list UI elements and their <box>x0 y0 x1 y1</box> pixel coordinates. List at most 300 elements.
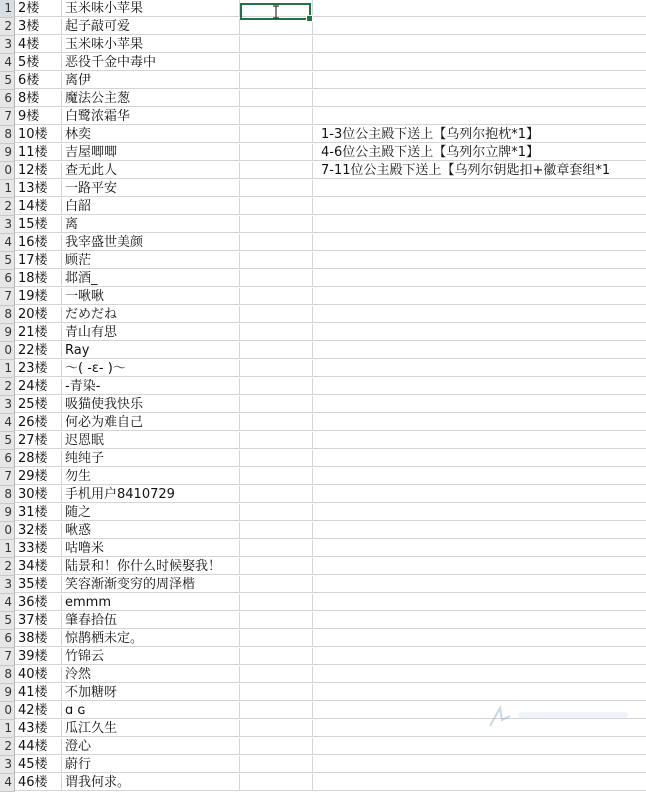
row-header[interactable] <box>0 666 15 684</box>
row-header[interactable] <box>0 216 15 234</box>
empty-cell[interactable] <box>240 378 313 395</box>
empty-cell[interactable] <box>240 648 313 665</box>
empty-cell[interactable] <box>240 594 313 611</box>
name-cell[interactable]: 不加糖呀 <box>62 684 240 701</box>
row-number: 4 <box>4 235 12 249</box>
note-cell[interactable]: 1-3位公主殿下送上【乌列尔抱枕*1】 <box>313 126 646 143</box>
empty-cell[interactable] <box>240 432 313 449</box>
table-row <box>0 0 646 18</box>
name-cell[interactable]: 白鹭浓霜华 <box>62 108 240 125</box>
empty-cell[interactable] <box>240 540 313 557</box>
row-number: 8 <box>4 307 12 321</box>
table-row <box>0 252 646 270</box>
name-cell[interactable]: 惊鹊栖未定。 <box>62 630 240 647</box>
row-number: 4 <box>4 775 12 789</box>
name-cell[interactable]: 林奕 <box>62 126 240 143</box>
floor-cell[interactable]: 32楼 <box>15 522 62 539</box>
note-cell[interactable] <box>313 324 646 341</box>
empty-cell[interactable] <box>240 396 313 413</box>
row-number: 8 <box>4 127 12 141</box>
row-header[interactable] <box>0 288 15 306</box>
floor-cell[interactable]: 29楼 <box>15 468 62 485</box>
empty-cell[interactable] <box>240 36 313 53</box>
floor-cell[interactable]: 23楼 <box>15 360 62 377</box>
row-number: 2 <box>4 739 12 753</box>
floor-cell[interactable]: 12楼 <box>15 162 62 179</box>
row-header[interactable] <box>0 630 15 648</box>
note-cell[interactable] <box>313 594 646 611</box>
floor-cell[interactable]: 3楼 <box>15 18 62 35</box>
table-row <box>0 756 646 774</box>
floor-cell[interactable]: 22楼 <box>15 342 62 359</box>
table-row <box>0 18 646 36</box>
name-cell[interactable]: 查无此人 <box>62 162 240 179</box>
floor-cell[interactable]: 36楼 <box>15 594 62 611</box>
table-row <box>0 126 646 144</box>
row-header[interactable] <box>0 180 15 198</box>
table-row <box>0 684 646 702</box>
note-cell[interactable] <box>313 558 646 575</box>
table-row <box>0 270 646 288</box>
row-header[interactable] <box>0 540 15 558</box>
table-row <box>0 396 646 414</box>
row-number: 1 <box>4 181 12 195</box>
name-cell[interactable]: -青染- <box>62 378 240 395</box>
row-header[interactable] <box>0 360 15 378</box>
name-cell[interactable]: 一啾啾 <box>62 288 240 305</box>
note-cell[interactable] <box>313 414 646 431</box>
empty-cell[interactable] <box>240 198 313 215</box>
note-cell[interactable] <box>313 198 646 215</box>
table-row <box>0 432 646 450</box>
floor-cell[interactable]: 6楼 <box>15 72 62 89</box>
row-number: 8 <box>4 667 12 681</box>
empty-cell[interactable] <box>240 504 313 521</box>
row-header[interactable] <box>0 432 15 450</box>
empty-cell[interactable] <box>240 90 313 107</box>
row-header[interactable] <box>0 486 15 504</box>
name-cell[interactable]: 随之 <box>62 504 240 521</box>
empty-cell[interactable] <box>240 162 313 179</box>
row-header[interactable] <box>0 504 15 522</box>
floor-cell[interactable]: 15楼 <box>15 216 62 233</box>
name-cell[interactable]: 手机用户8410729 <box>62 486 240 503</box>
row-number: 6 <box>4 451 12 465</box>
name-cell[interactable]: 玉米味小苹果 <box>62 36 240 53</box>
empty-cell[interactable] <box>240 522 313 539</box>
note-cell[interactable] <box>313 0 646 17</box>
table-row <box>0 288 646 306</box>
floor-cell[interactable]: 16楼 <box>15 234 62 251</box>
row-header[interactable] <box>0 612 15 630</box>
note-cell[interactable] <box>313 216 646 233</box>
row-number: 3 <box>4 217 12 231</box>
note-cell[interactable] <box>313 36 646 53</box>
table-row <box>0 54 646 72</box>
note-cell[interactable] <box>313 612 646 629</box>
floor-cell[interactable]: 28楼 <box>15 450 62 467</box>
note-cell[interactable]: 4-6位公主殿下送上【乌列尔立牌*1】 <box>313 144 646 161</box>
row-number: 9 <box>4 505 12 519</box>
name-cell[interactable]: 顾茫 <box>62 252 240 269</box>
floor-cell[interactable]: 18楼 <box>15 270 62 287</box>
name-cell[interactable]: 啾惑 <box>62 522 240 539</box>
table-row <box>0 468 646 486</box>
floor-cell[interactable]: 38楼 <box>15 630 62 647</box>
name-cell[interactable]: 泠然 <box>62 666 240 683</box>
note-cell[interactable] <box>313 396 646 413</box>
name-cell[interactable]: 谓我何求。 <box>62 774 240 791</box>
row-header[interactable] <box>0 684 15 702</box>
row-number: 6 <box>4 91 12 105</box>
row-number: 5 <box>4 433 12 447</box>
row-header[interactable] <box>0 270 15 288</box>
empty-cell[interactable] <box>240 216 313 233</box>
name-cell[interactable]: 青山有思 <box>62 324 240 341</box>
empty-cell[interactable] <box>240 486 313 503</box>
empty-cell[interactable] <box>240 18 313 35</box>
note-cell[interactable]: 7-11位公主殿下送上【乌列尔钥匙扣+徽章套组*1 <box>313 162 646 179</box>
row-number: 2 <box>4 199 12 213</box>
empty-cell[interactable] <box>240 72 313 89</box>
floor-cell[interactable]: 25楼 <box>15 396 62 413</box>
row-number: 1 <box>4 541 12 555</box>
floor-cell[interactable]: 34楼 <box>15 558 62 575</box>
row-number: 4 <box>4 595 12 609</box>
empty-cell[interactable] <box>240 468 313 485</box>
table-row <box>0 216 646 234</box>
name-cell[interactable]: ɑ ɢ <box>62 702 240 719</box>
name-cell[interactable]: 离 <box>62 216 240 233</box>
row-number: 3 <box>4 757 12 771</box>
name-cell[interactable]: 吸猫使我快乐 <box>62 396 240 413</box>
name-cell[interactable]: 竹锦云 <box>62 648 240 665</box>
empty-cell[interactable] <box>240 414 313 431</box>
note-cell[interactable] <box>313 234 646 251</box>
note-cell[interactable] <box>313 306 646 323</box>
note-cell[interactable] <box>313 522 646 539</box>
row-number: 6 <box>4 271 12 285</box>
row-number: 3 <box>4 397 12 411</box>
note-cell[interactable] <box>313 450 646 467</box>
name-cell[interactable]: 起子敲可爱 <box>62 18 240 35</box>
table-row <box>0 360 646 378</box>
row-header[interactable] <box>0 594 15 612</box>
empty-cell[interactable] <box>240 252 313 269</box>
note-cell[interactable] <box>313 72 646 89</box>
note-cell[interactable] <box>313 342 646 359</box>
note-cell[interactable] <box>313 432 646 449</box>
row-header[interactable] <box>0 774 15 792</box>
note-cell[interactable] <box>313 738 646 755</box>
floor-cell[interactable]: 14楼 <box>15 198 62 215</box>
name-cell[interactable]: 纯纯子 <box>62 450 240 467</box>
note-cell[interactable] <box>313 684 646 701</box>
note-cell[interactable] <box>313 630 646 647</box>
row-number: 9 <box>4 145 12 159</box>
note-cell[interactable] <box>313 90 646 107</box>
table-row <box>0 342 646 360</box>
empty-cell[interactable] <box>240 180 313 197</box>
floor-cell[interactable]: 4楼 <box>15 36 62 53</box>
row-number: 7 <box>4 289 12 303</box>
floor-cell[interactable]: 40楼 <box>15 666 62 683</box>
floor-cell[interactable]: 24楼 <box>15 378 62 395</box>
note-cell[interactable] <box>313 648 646 665</box>
row-header[interactable] <box>0 126 15 144</box>
name-cell[interactable]: Ray <box>62 342 240 359</box>
floor-cell[interactable]: 5楼 <box>15 54 62 71</box>
row-header[interactable] <box>0 0 15 18</box>
floor-cell[interactable]: 37楼 <box>15 612 62 629</box>
row-number: 7 <box>4 469 12 483</box>
table-row <box>0 666 646 684</box>
empty-cell[interactable] <box>240 738 313 755</box>
floor-cell[interactable]: 27楼 <box>15 432 62 449</box>
empty-cell[interactable] <box>240 576 313 593</box>
name-cell[interactable]: 一路平安 <box>62 180 240 197</box>
row-header[interactable] <box>0 198 15 216</box>
empty-cell[interactable] <box>240 342 313 359</box>
name-cell[interactable]: 笑容渐渐变穷的周泽楷 <box>62 576 240 593</box>
floor-cell[interactable]: 46楼 <box>15 774 62 791</box>
row-header[interactable] <box>0 378 15 396</box>
floor-cell[interactable]: 44楼 <box>15 738 62 755</box>
empty-cell[interactable] <box>240 702 313 719</box>
row-number: 5 <box>4 73 12 87</box>
empty-cell[interactable] <box>240 774 313 791</box>
empty-cell[interactable] <box>240 108 313 125</box>
name-cell[interactable]: 玉米味小苹果 <box>62 0 240 17</box>
name-cell[interactable]: 恶役千金中毒中 <box>62 54 240 71</box>
empty-cell[interactable] <box>240 450 313 467</box>
table-row <box>0 234 646 252</box>
floor-cell[interactable]: 13楼 <box>15 180 62 197</box>
note-cell[interactable] <box>313 504 646 521</box>
row-header[interactable] <box>0 144 15 162</box>
empty-cell[interactable] <box>240 612 313 629</box>
empty-cell[interactable] <box>240 360 313 377</box>
row-header[interactable] <box>0 756 15 774</box>
row-header[interactable] <box>0 342 15 360</box>
note-cell[interactable] <box>313 180 646 197</box>
table-row <box>0 180 646 198</box>
row-header[interactable] <box>0 468 15 486</box>
row-header[interactable] <box>0 252 15 270</box>
floor-cell[interactable]: 10楼 <box>15 126 62 143</box>
empty-cell[interactable] <box>240 324 313 341</box>
table-row <box>0 612 646 630</box>
name-cell[interactable]: 吉屋唧唧 <box>62 144 240 161</box>
note-cell[interactable] <box>313 774 646 791</box>
table-row <box>0 630 646 648</box>
table-row <box>0 144 646 162</box>
floor-cell[interactable]: 21楼 <box>15 324 62 341</box>
empty-cell[interactable] <box>240 306 313 323</box>
floor-cell[interactable]: 26楼 <box>15 414 62 431</box>
row-header[interactable] <box>0 720 15 738</box>
row-header[interactable] <box>0 738 15 756</box>
table-row <box>0 36 646 54</box>
row-number: 4 <box>4 415 12 429</box>
row-number: 1 <box>4 361 12 375</box>
note-cell[interactable] <box>313 756 646 773</box>
row-header[interactable] <box>0 648 15 666</box>
row-header[interactable] <box>0 576 15 594</box>
row-header[interactable] <box>0 234 15 252</box>
row-number: 3 <box>4 37 12 51</box>
table-row <box>0 774 646 792</box>
empty-cell[interactable] <box>240 756 313 773</box>
name-cell[interactable]: 邶酒_ <box>62 270 240 287</box>
row-number: 5 <box>4 613 12 627</box>
note-cell[interactable] <box>313 108 646 125</box>
empty-cell[interactable] <box>240 666 313 683</box>
empty-cell[interactable] <box>240 720 313 737</box>
row-header[interactable] <box>0 324 15 342</box>
note-cell[interactable] <box>313 666 646 683</box>
table-row <box>0 162 646 180</box>
name-cell[interactable]: 我宰盛世美颜 <box>62 234 240 251</box>
floor-cell[interactable]: 41楼 <box>15 684 62 701</box>
empty-cell[interactable] <box>240 126 313 143</box>
name-cell[interactable]: だめだね <box>62 306 240 323</box>
table-row <box>0 522 646 540</box>
row-header[interactable] <box>0 450 15 468</box>
row-number: 0 <box>4 343 12 357</box>
row-header[interactable] <box>0 54 15 72</box>
name-cell[interactable]: 〜( -ε- )〜 <box>62 360 240 377</box>
floor-cell[interactable]: 39楼 <box>15 648 62 665</box>
note-cell[interactable] <box>313 360 646 377</box>
row-number: 8 <box>4 487 12 501</box>
row-number: 7 <box>4 649 12 663</box>
name-cell[interactable]: 蔚行 <box>62 756 240 773</box>
row-number: 0 <box>4 703 12 717</box>
table-row <box>0 738 646 756</box>
table-row <box>0 594 646 612</box>
row-header[interactable] <box>0 162 15 180</box>
empty-cell[interactable] <box>240 288 313 305</box>
table-row <box>0 576 646 594</box>
row-header[interactable] <box>0 90 15 108</box>
empty-cell[interactable] <box>240 54 313 71</box>
row-number: 3 <box>4 577 12 591</box>
note-cell[interactable] <box>313 252 646 269</box>
note-cell[interactable] <box>313 54 646 71</box>
empty-cell[interactable] <box>240 558 313 575</box>
row-number: 7 <box>4 109 12 123</box>
floor-cell[interactable]: 35楼 <box>15 576 62 593</box>
name-cell[interactable]: 离伊 <box>62 72 240 89</box>
empty-cell[interactable] <box>240 144 313 161</box>
row-header[interactable] <box>0 702 15 720</box>
name-cell[interactable]: 勿生 <box>62 468 240 485</box>
row-number: 4 <box>4 55 12 69</box>
note-cell[interactable] <box>313 540 646 557</box>
note-cell[interactable] <box>313 18 646 35</box>
table-row <box>0 558 646 576</box>
floor-cell[interactable]: 11楼 <box>15 144 62 161</box>
table-row <box>0 486 646 504</box>
table-row <box>0 378 646 396</box>
name-cell[interactable]: 白韶 <box>62 198 240 215</box>
table-row <box>0 306 646 324</box>
floor-cell[interactable]: 30楼 <box>15 486 62 503</box>
floor-cell[interactable]: 31楼 <box>15 504 62 521</box>
row-number: 2 <box>4 19 12 33</box>
note-cell[interactable] <box>313 270 646 287</box>
floor-cell[interactable]: 19楼 <box>15 288 62 305</box>
floor-cell[interactable]: 42楼 <box>15 702 62 719</box>
table-row <box>0 450 646 468</box>
row-number: 9 <box>4 685 12 699</box>
name-cell[interactable]: emmm <box>62 594 240 611</box>
empty-cell[interactable] <box>240 684 313 701</box>
table-row <box>0 648 646 666</box>
row-number: 0 <box>4 523 12 537</box>
row-number: 2 <box>4 559 12 573</box>
row-header[interactable] <box>0 396 15 414</box>
watermark-icon <box>486 702 636 730</box>
row-header[interactable] <box>0 72 15 90</box>
name-cell[interactable]: 陆景和！你什么时候娶我！ <box>62 558 240 575</box>
floor-cell[interactable]: 9楼 <box>15 108 62 125</box>
row-header[interactable] <box>0 306 15 324</box>
floor-cell[interactable]: 8楼 <box>15 90 62 107</box>
name-cell[interactable]: 何必为难自己 <box>62 414 240 431</box>
note-cell[interactable] <box>313 468 646 485</box>
name-cell[interactable]: 瓜江久生 <box>62 720 240 737</box>
table-row <box>0 540 646 558</box>
floor-cell[interactable]: 20楼 <box>15 306 62 323</box>
table-row <box>0 198 646 216</box>
row-header[interactable] <box>0 522 15 540</box>
floor-cell[interactable]: 43楼 <box>15 720 62 737</box>
row-header[interactable] <box>0 18 15 36</box>
floor-cell[interactable]: 17楼 <box>15 252 62 269</box>
empty-cell[interactable] <box>240 630 313 647</box>
empty-cell[interactable] <box>240 270 313 287</box>
name-cell[interactable]: 魔法公主葱 <box>62 90 240 107</box>
row-number: 2 <box>4 379 12 393</box>
name-cell[interactable]: 咕噜米 <box>62 540 240 557</box>
row-header[interactable] <box>0 558 15 576</box>
empty-cell[interactable] <box>240 234 313 251</box>
name-cell[interactable]: 肇春拾伍 <box>62 612 240 629</box>
row-number: 1 <box>4 1 12 15</box>
row-number: 5 <box>4 253 12 267</box>
name-cell[interactable]: 迟恩眠 <box>62 432 240 449</box>
floor-cell[interactable]: 45楼 <box>15 756 62 773</box>
note-cell[interactable] <box>313 288 646 305</box>
note-cell[interactable] <box>313 378 646 395</box>
row-header[interactable] <box>0 108 15 126</box>
row-number: 9 <box>4 325 12 339</box>
row-number: 0 <box>4 163 12 177</box>
note-cell[interactable] <box>313 486 646 503</box>
table-row <box>0 90 646 108</box>
row-header[interactable] <box>0 36 15 54</box>
row-number: 1 <box>4 721 12 735</box>
note-cell[interactable] <box>313 576 646 593</box>
table-row <box>0 72 646 90</box>
floor-cell[interactable]: 2楼 <box>15 0 62 17</box>
row-header[interactable] <box>0 414 15 432</box>
name-cell[interactable]: 澄心 <box>62 738 240 755</box>
table-row <box>0 108 646 126</box>
floor-cell[interactable]: 33楼 <box>15 540 62 557</box>
